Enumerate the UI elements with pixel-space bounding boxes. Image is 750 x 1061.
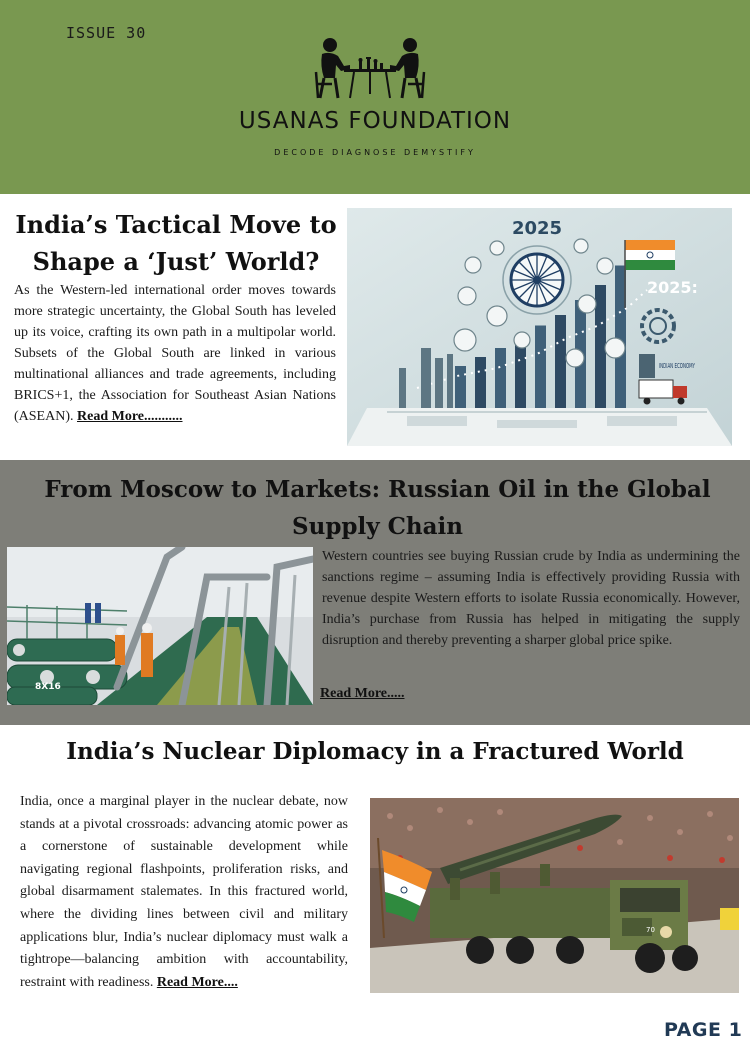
pipe-label: 8X16	[35, 682, 61, 692]
illustration-bar	[535, 326, 546, 409]
organization-tagline: DECODE DIAGNOSE DEMYSTIFY	[274, 148, 476, 157]
article-1-text: As the Western-led international order moves towards more strategic uncertainty, the Global South has leveled up its voice, crafting its own path in a multipolar world. Subsets of the Global South are linked in various multinational alliances and trade agreements, including BRICS+1, the Association for Southeast Asian Nations (ASEAN).	[14, 283, 336, 424]
illustration-bar	[595, 285, 606, 408]
article-3-title: India’s Nuclear Diplomacy in a Fractured World	[66, 738, 684, 765]
military-truck	[430, 880, 698, 973]
article-3-read-more-link[interactable]: Read More....	[156, 974, 238, 990]
illustration-bar	[495, 348, 506, 408]
article-1-economy-illustration	[347, 208, 732, 446]
page-number: PAGE 1	[664, 1019, 743, 1041]
article-1-body	[14, 280, 336, 427]
article-1-title: India’s Tactical Move to Shape a ‘Just’ World?	[15, 210, 337, 276]
article-3-missile-parade-photo	[370, 798, 739, 993]
article-3-text: India, once a marginal player in the nuclear debate, now stands at a pivotal crossroads: advancing atomic power as a cornerstone of sustainable development while navigating regional flashpoints, proliferation risks, and global disarmament stalemates. In this fractured world, where the dividing lines between civil and military applications blur, India’s nuclear diplomacy must walk a tightrope—balancing ambition with accountability, restraint with readiness.	[20, 794, 348, 990]
illustration-year-top: 2025	[511, 218, 563, 239]
article-2-oil-terminal-photo	[7, 547, 313, 705]
illustration-bar	[455, 366, 466, 408]
issue-number: ISSUE 30	[66, 24, 147, 42]
article-2-read-more-link[interactable]: Read More.....	[320, 686, 405, 701]
article-2-title: From Moscow to Markets: Russian Oil in the Global Supply Chain	[44, 476, 711, 540]
article-1-read-more-link[interactable]: Read More...........	[77, 409, 183, 424]
illustration-caption: INDIAN ECONOMY	[659, 362, 696, 370]
article-2-body: Western countries see buying Russian crude by India as undermining the sanctions regime – assuming India is effectively providing Russia with revenue despite Western efforts to isolate Russia economically. However, India’s purchase from Russia has helped in mitigating the supply disruption and thereby preventing a sharper global price spike.	[322, 549, 740, 648]
truck-badge: 70	[646, 926, 655, 934]
article-3-body	[20, 791, 348, 994]
header-banner	[0, 0, 750, 194]
illustration-bar	[475, 357, 486, 408]
ashoka-chakra-icon	[503, 246, 571, 314]
illustration-year-side: 2025:	[647, 278, 698, 297]
organization-name: USANAS FOUNDATION	[238, 108, 512, 134]
illustration-bar	[555, 315, 566, 408]
chess-players-logo-icon	[308, 32, 432, 102]
